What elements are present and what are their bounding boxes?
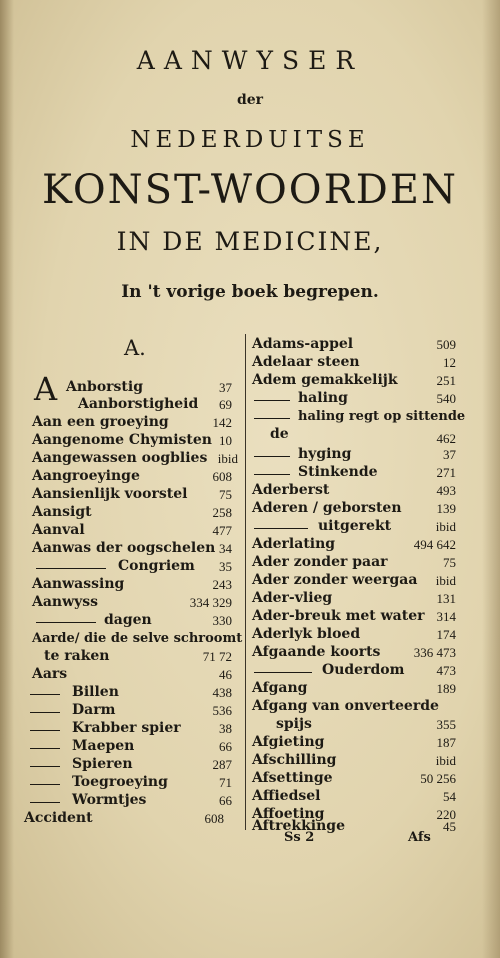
ditto-dash bbox=[254, 474, 290, 475]
index-entry: Aansigt bbox=[32, 504, 92, 520]
index-entry: hyging bbox=[298, 446, 352, 462]
page-ref: 38 bbox=[219, 721, 232, 736]
ditto-dash bbox=[30, 766, 60, 767]
index-entry: Toegroeying bbox=[72, 774, 168, 790]
page-ref: 189 bbox=[436, 681, 456, 696]
index-entry: Maepen bbox=[72, 738, 135, 754]
index-entry: dagen bbox=[104, 612, 152, 628]
index-entry: Anborstig bbox=[66, 379, 143, 395]
title-aanwyser: AANWYSER bbox=[136, 46, 364, 75]
page-ref: 473 bbox=[436, 663, 456, 678]
index-entry: haling bbox=[298, 390, 348, 406]
index-entry: Ader-vlieg bbox=[252, 590, 333, 606]
ditto-dash bbox=[30, 694, 60, 695]
index-entry: Aarde/ die de selve schroomt bbox=[32, 631, 243, 646]
index-entry: Afschilling bbox=[252, 752, 337, 768]
index-entry: Darm bbox=[72, 702, 116, 718]
index-entry: Ader zonder paar bbox=[252, 554, 388, 570]
index-entry: Aderen / geborsten bbox=[252, 500, 402, 516]
index-entry: Accident bbox=[24, 810, 93, 826]
column-divider bbox=[245, 334, 246, 830]
page-ref: 37 bbox=[443, 447, 456, 462]
index-entry: Adams-appel bbox=[252, 336, 354, 352]
page-ref: 37 bbox=[219, 380, 232, 395]
index-entry: Aansienlijk voorstel bbox=[32, 486, 188, 502]
page-ref: 142 bbox=[212, 415, 232, 430]
signature-mark: Ss 2 bbox=[284, 830, 315, 845]
page-ref: ibid bbox=[435, 519, 456, 534]
index-entry: Krabber spier bbox=[72, 720, 181, 736]
index-entry: Aftrekkinge bbox=[252, 818, 345, 834]
ditto-dash bbox=[36, 622, 96, 623]
index-entry: Aangroeyinge bbox=[32, 468, 140, 484]
page-ref: 477 bbox=[212, 523, 232, 538]
page-ref: 287 bbox=[212, 757, 232, 772]
index-entry: spijs bbox=[276, 716, 312, 732]
index-entry: Affiedsel bbox=[252, 788, 321, 804]
index-entry: Aan een groeying bbox=[32, 414, 169, 430]
page-ref: 330 bbox=[212, 613, 232, 628]
ditto-dash bbox=[254, 400, 290, 401]
page-ref: ibid bbox=[435, 753, 456, 768]
index-entry: Aanwassing bbox=[32, 576, 125, 592]
index-entry: Aangewassen oogblies bbox=[32, 450, 208, 466]
ditto-dash bbox=[30, 802, 60, 803]
index-entry: Billen bbox=[72, 684, 119, 700]
page-ref: 334 329 bbox=[189, 595, 232, 610]
page-ref: 35 bbox=[219, 559, 232, 574]
section-letter: A. bbox=[124, 336, 146, 360]
index-entry: Ader-breuk met water bbox=[252, 608, 425, 624]
catchword: Afs bbox=[408, 830, 431, 845]
index-entry: Aanval bbox=[32, 522, 85, 538]
ditto-dash bbox=[254, 456, 290, 457]
page-ref: 608 bbox=[204, 811, 224, 826]
page-ref: 536 bbox=[212, 703, 232, 718]
page-ref: 10 bbox=[219, 433, 232, 448]
page-ref: ibid bbox=[217, 451, 238, 466]
ditto-dash bbox=[30, 748, 60, 749]
index-entry: uitgerekt bbox=[318, 518, 392, 534]
page-ref: 314 bbox=[436, 609, 456, 624]
page-ref: 438 bbox=[212, 685, 232, 700]
index-entry: Ouderdom bbox=[322, 662, 405, 678]
index-entry: Afgang van onverteerde bbox=[252, 698, 439, 714]
index-entry: Wormtjes bbox=[72, 792, 147, 808]
index-entry: Stinkende bbox=[298, 464, 378, 480]
index-entry: te raken bbox=[44, 648, 110, 664]
index-entry: Afgaande koorts bbox=[252, 644, 381, 660]
index-entry: haling regt op sittende bbox=[298, 409, 466, 424]
page-ref: 462 bbox=[436, 431, 456, 446]
index-entry: Aderlating bbox=[252, 536, 336, 552]
page-ref: 540 bbox=[436, 391, 456, 406]
page-ref: 66 bbox=[219, 793, 232, 808]
page-ref: 75 bbox=[443, 555, 456, 570]
ditto-dash bbox=[254, 672, 312, 673]
page-ref: 336 473 bbox=[413, 645, 456, 660]
page-ref: 45 bbox=[443, 819, 456, 834]
page-ref: 258 bbox=[212, 505, 232, 520]
ditto-dash bbox=[30, 784, 60, 785]
page-ref: 71 72 bbox=[202, 649, 232, 664]
page-ref: ibid bbox=[435, 573, 456, 588]
index-entry: Aanwyss bbox=[32, 594, 99, 610]
page-ref: 50 256 bbox=[420, 771, 456, 786]
index-entry: Aangenome Chymisten bbox=[32, 432, 212, 448]
page-ref: 12 bbox=[443, 355, 456, 370]
ditto-dash bbox=[30, 712, 60, 713]
index-entry: Aanborstigheid bbox=[78, 396, 199, 412]
page-ref: 66 bbox=[219, 739, 232, 754]
subtitle-vorige-boek: In 't vorige boek begrepen. bbox=[121, 282, 379, 302]
page-ref: 46 bbox=[219, 667, 232, 682]
index-entry: Adem gemakkelijk bbox=[252, 372, 398, 388]
page-ref: 75 bbox=[219, 487, 232, 502]
index-entry: Spieren bbox=[72, 756, 133, 772]
index-entry: Adelaar steen bbox=[252, 354, 360, 370]
ditto-dash bbox=[254, 418, 290, 419]
page-ref: 131 bbox=[436, 591, 456, 606]
page-ref: 251 bbox=[436, 373, 456, 388]
page-ref: 355 bbox=[436, 717, 456, 732]
page-ref: 69 bbox=[219, 397, 232, 412]
page-ref: 493 bbox=[436, 483, 456, 498]
page-ref: 608 bbox=[212, 469, 232, 484]
page-ref: 139 bbox=[436, 501, 456, 516]
ditto-dash bbox=[254, 528, 308, 529]
index-entry: Aderlyk bloed bbox=[252, 626, 361, 642]
ditto-dash bbox=[36, 568, 106, 569]
index-entry: Afsettinge bbox=[252, 770, 333, 786]
index-entry: Congriem bbox=[118, 558, 195, 574]
index-entry: Affoeting bbox=[252, 806, 325, 822]
page-ref: 220 bbox=[436, 807, 456, 822]
index-entry: Afgieting bbox=[252, 734, 325, 750]
index-entry: Aanwas der oogschelen bbox=[32, 540, 216, 556]
page-ref: 34 bbox=[219, 541, 232, 556]
index-entry: Afgang bbox=[252, 680, 308, 696]
page-ref: 494 642 bbox=[413, 537, 456, 552]
index-entry: Ader zonder weergaa bbox=[252, 572, 418, 588]
page-ref: 271 bbox=[436, 465, 456, 480]
index-entry: Aars bbox=[32, 666, 68, 682]
ditto-dash bbox=[30, 730, 60, 731]
index-entry: Aderberst bbox=[252, 482, 330, 498]
page-ref: 174 bbox=[436, 627, 456, 642]
title-der: der bbox=[236, 92, 264, 108]
page-ref: 187 bbox=[436, 735, 456, 750]
page-ref: 509 bbox=[436, 337, 456, 352]
page-ref: 54 bbox=[443, 789, 456, 804]
title-in-de-medicine: IN DE MEDICINE, bbox=[116, 227, 384, 256]
page-ref: 243 bbox=[212, 577, 232, 592]
index-entry: de bbox=[270, 426, 289, 442]
drop-capital: A bbox=[34, 370, 58, 408]
page-ref: 71 bbox=[219, 775, 232, 790]
title-konst-woorden: KONST-WOORDEN bbox=[42, 167, 458, 213]
title-nederduitse: NEDERDUITSE bbox=[130, 127, 370, 153]
